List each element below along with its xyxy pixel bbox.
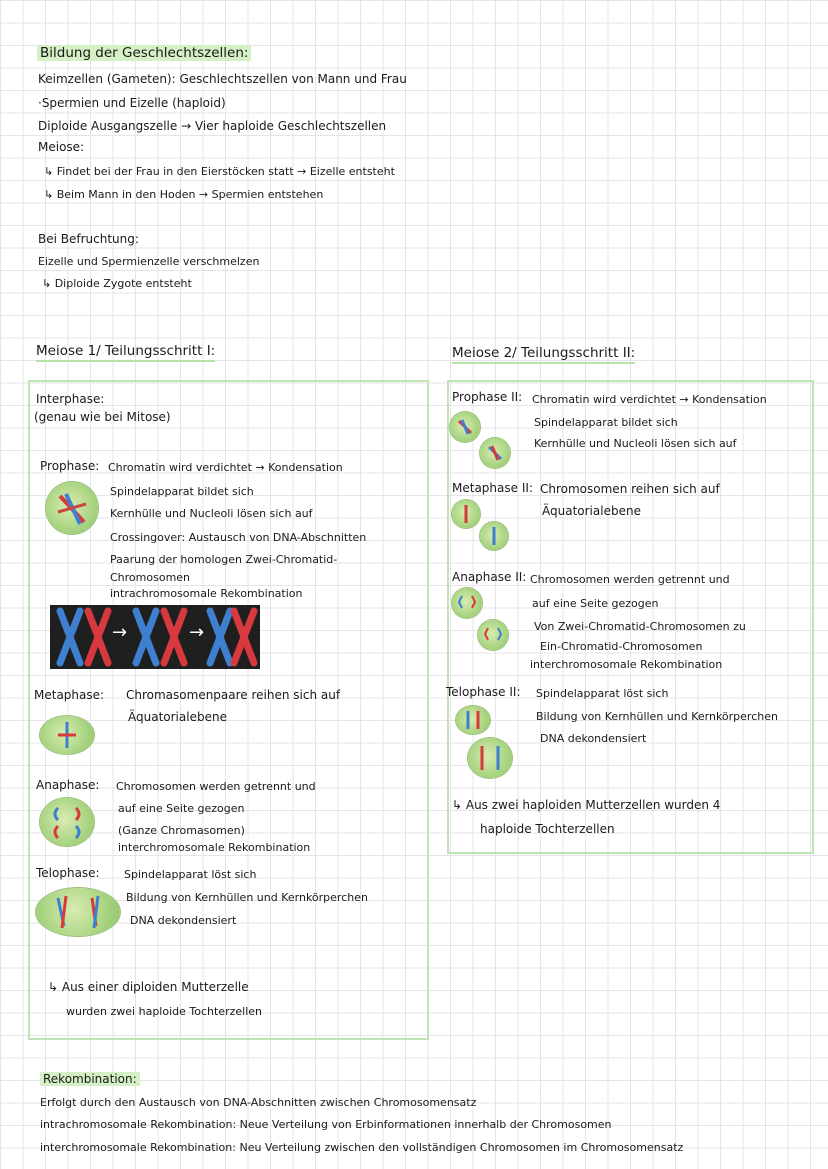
m1-prophase-line: Paarung der homologen Zwei-Chromatid- (110, 553, 338, 566)
fert-line: Eizelle und Spermienzelle verschmelzen (38, 255, 260, 268)
m1-metaphase-label: Metaphase: (34, 688, 105, 702)
m2-prophase-line: Spindelapparat bildet sich (534, 416, 678, 429)
m2-anaphase-label: Anaphase II: (452, 570, 527, 584)
m2-anaphase-line: Chromosomen werden getrennt und (530, 573, 730, 586)
m1-metaphase-line: Chromasomenpaare reihen sich auf (126, 688, 341, 702)
m2-summary: haploide Tochterzellen (480, 822, 615, 836)
anaphase-cell-image (40, 798, 94, 846)
m1-anaphase-line: (Ganze Chromasomen) (118, 824, 245, 837)
rekomb-title: Rekombination: (40, 1072, 140, 1087)
m1-summary: ↳ Aus einer diploiden Mutterzelle (48, 980, 249, 994)
intro-line: Meiose: (38, 140, 85, 154)
prophase2-cell-image (480, 438, 510, 468)
intro-line: ·Spermien und Eizelle (haploid) (38, 96, 226, 110)
m2-summary: ↳ Aus zwei haploiden Mutterzellen wurden 4 (452, 798, 721, 812)
meiose1-box (28, 380, 429, 1040)
m1-telophase-label: Telophase: (36, 866, 100, 880)
meiose2-title: Meiose 2/ Teilungsschritt II: (452, 346, 635, 361)
intro-line: ↳ Findet bei der Frau in den Eierstöcken statt → Eizelle entsteht (44, 165, 395, 178)
intro-line: ↳ Beim Mann in den Hoden → Spermien entstehen (44, 188, 324, 201)
telophase-cell-image (36, 888, 120, 936)
anaphase2-cell-image (478, 620, 508, 650)
m1-prophase-line: Chromosomen (110, 571, 191, 584)
m1-summary: wurden zwei haploide Tochterzellen (66, 1005, 262, 1018)
m2-metaphase-line: Chromosomen reihen sich auf (540, 482, 720, 496)
m1-anaphase-line: auf eine Seite gezogen (118, 802, 245, 815)
m2-prophase-line: Kernhülle und Nucleoli lösen sich auf (534, 437, 737, 450)
m2-anaphase-line: Von Zwei-Chromatid-Chromosomen zu (534, 620, 746, 633)
m2-telophase-line: Spindelapparat löst sich (536, 687, 669, 700)
rekomb-line: intrachromosomale Rekombination: Neue Verteilung von Erbinformationen innerhalb der Chromosomen (40, 1118, 612, 1131)
m2-prophase-line: Chromatin wird verdichtet → Kondensation (532, 393, 767, 406)
telophase2-cell-image (468, 738, 512, 778)
m1-telophase-line: Bildung von Kernhüllen und Kernkörperchen (126, 891, 368, 904)
metaphase2-cell-image (452, 500, 480, 528)
telophase2-cell-image (456, 706, 490, 734)
m1-telophase-line: DNA dekondensiert (130, 914, 237, 927)
m1-interphase-note: (genau wie bei Mitose) (34, 410, 171, 424)
fert-line: Bei Befruchtung: (38, 232, 139, 246)
anaphase2-cell-image (452, 588, 482, 618)
m1-prophase-line: Crossingover: Austausch von DNA-Abschnitten (110, 531, 367, 544)
crossing-over-image (50, 605, 260, 669)
m2-prophase-label: Prophase II: (452, 390, 523, 404)
m1-prophase-line: intrachromosomale Rekombination (110, 587, 303, 600)
arrow-icon: → (189, 622, 205, 643)
m2-anaphase-line: interchromosomale Rekombination (530, 658, 723, 671)
fert-line: ↳ Diploide Zygote entsteht (42, 277, 192, 290)
intro-line: Keimzellen (Gameten): Geschlechtszellen von Mann und Frau (38, 72, 407, 86)
m1-anaphase-line: interchromosomale Rekombination (118, 841, 311, 854)
m1-prophase-line: Kernhülle und Nucleoli lösen sich auf (110, 507, 313, 520)
m1-metaphase-line: Äquatorialebene (128, 710, 227, 724)
m1-anaphase-label: Anaphase: (36, 778, 100, 792)
m1-interphase: Interphase: (36, 392, 105, 406)
meiose1-title: Meiose 1/ Teilungsschritt I: (36, 344, 215, 359)
m2-telophase-line: Bildung von Kernhüllen und Kernkörperchen (536, 710, 778, 723)
page-title: Bildung der Geschlechtszellen: (37, 46, 251, 61)
rekomb-line: Erfolgt durch den Austausch von DNA-Abschnitten zwischen Chromosomensatz (40, 1096, 477, 1109)
m1-anaphase-line: Chromosomen werden getrennt und (116, 780, 316, 793)
m2-metaphase-line: Äquatorialebene (542, 504, 641, 518)
m1-prophase-line: Spindelapparat bildet sich (110, 485, 254, 498)
metaphase-cell-image (40, 716, 94, 754)
m1-prophase-line: Chromatin wird verdichtet → Kondensation (108, 461, 343, 474)
m1-telophase-line: Spindelapparat löst sich (124, 868, 257, 881)
m2-metaphase-label: Metaphase II: (452, 481, 533, 495)
intro-line: Diploide Ausgangszelle → Vier haploide Geschlechtszellen (38, 119, 387, 133)
m2-telophase-label: Telophase II: (446, 685, 521, 699)
m2-anaphase-line: Ein-Chromatid-Chromosomen (540, 640, 703, 653)
m2-telophase-line: DNA dekondensiert (540, 732, 647, 745)
arrow-icon: → (112, 622, 128, 643)
rekomb-line: interchromosomale Rekombination: Neu Verteilung zwischen den vollständigen Chromosomen im Chromosomensatz (40, 1141, 684, 1154)
prophase2-cell-image (450, 412, 480, 442)
m1-prophase-label: Prophase: (40, 459, 100, 473)
metaphase2-cell-image (480, 522, 508, 550)
prophase-cell-image (46, 482, 98, 534)
m2-anaphase-line: auf eine Seite gezogen (532, 597, 659, 610)
